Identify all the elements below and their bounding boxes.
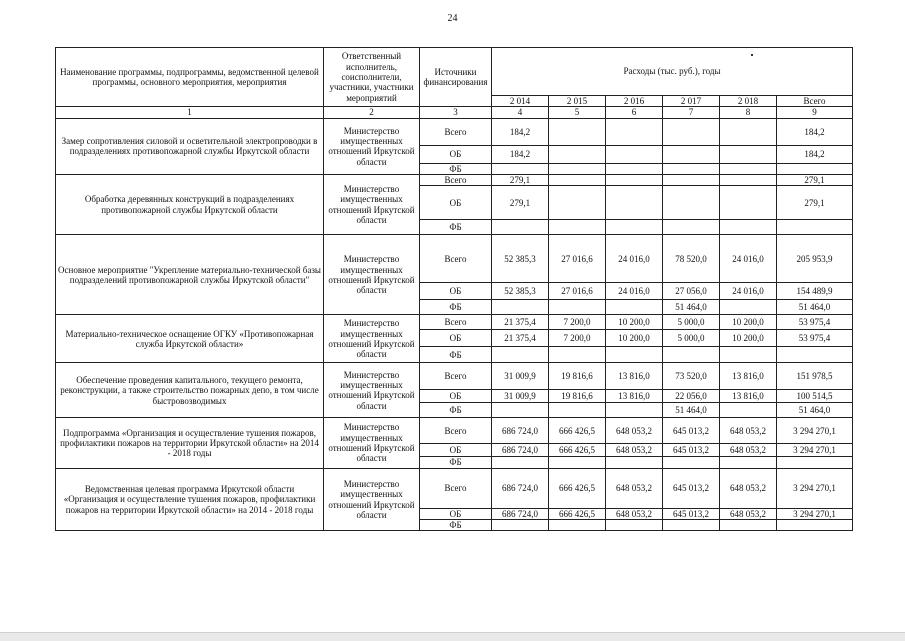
year-value — [492, 163, 549, 174]
col-number: 9 — [777, 107, 853, 118]
year-value — [720, 118, 777, 145]
program-name: Основное мероприятие "Укрепление материально-технической базы подразделений противопожарной службы Иркутской области" — [56, 235, 324, 315]
year-value: 645 013,2 — [663, 468, 720, 508]
program-name: Обработка деревянных конструкций в подразделениях противопожарной службы Иркутской области — [56, 175, 324, 235]
year-value: 24 016,0 — [606, 235, 663, 283]
year-value: 648 053,2 — [720, 444, 777, 457]
year-value: 645 013,2 — [663, 444, 720, 457]
program-name: Замер сопротивления силовой и осветительной электропроводки в подразделениях противопожарной службы Иркутской области — [56, 118, 324, 174]
year-value — [663, 186, 720, 220]
funding-source: ОБ — [420, 390, 492, 403]
year-value — [549, 186, 606, 220]
col-number: 3 — [420, 107, 492, 118]
total-value: 53 975,4 — [777, 315, 853, 330]
year-value — [663, 163, 720, 174]
table-row — [56, 363, 853, 390]
total-value: 154 489,9 — [777, 283, 853, 300]
year-value — [606, 145, 663, 163]
year-value — [663, 145, 720, 163]
year-value: 10 200,0 — [606, 330, 663, 347]
year-value: 21 375,4 — [492, 315, 549, 330]
header-sources: Источники финансирования — [420, 48, 492, 107]
year-value: 666 426,5 — [549, 444, 606, 457]
year-value: 19 816,6 — [549, 363, 606, 390]
year-value — [549, 403, 606, 418]
col-number: 6 — [606, 107, 663, 118]
year-value — [606, 300, 663, 315]
year-value — [720, 163, 777, 174]
year-2018: 2 018 — [720, 96, 777, 107]
total-value: 53 975,4 — [777, 330, 853, 347]
funding-source: ОБ — [420, 444, 492, 457]
table-row — [56, 315, 853, 330]
year-value: 666 426,5 — [549, 418, 606, 444]
col-number: 4 — [492, 107, 549, 118]
year-value — [720, 186, 777, 220]
year-value: 31 009,9 — [492, 363, 549, 390]
page-number: 24 — [447, 13, 458, 24]
year-value — [549, 300, 606, 315]
responsible-executor: Министерство имущественных отношений Иркутской области — [324, 235, 420, 315]
funding-source: ФБ — [420, 520, 492, 531]
year-value: 19 816,6 — [549, 390, 606, 403]
year-value — [720, 220, 777, 235]
year-value: 686 724,0 — [492, 444, 549, 457]
total-value: 100 514,5 — [777, 390, 853, 403]
total-value: 205 953,9 — [777, 235, 853, 283]
total-value: 151 978,5 — [777, 363, 853, 390]
year-value: 24 016,0 — [720, 235, 777, 283]
col-number: 5 — [549, 107, 606, 118]
year-value: 648 053,2 — [720, 508, 777, 519]
year-value: 24 016,0 — [720, 283, 777, 300]
total-value — [777, 520, 853, 531]
year-value: 73 520,0 — [663, 363, 720, 390]
total-value: 3 294 270,1 — [777, 444, 853, 457]
year-value: 686 724,0 — [492, 508, 549, 519]
total-value: 3 294 270,1 — [777, 418, 853, 444]
year-value: 31 009,9 — [492, 390, 549, 403]
year-value: 27 016,6 — [549, 235, 606, 283]
year-value: 645 013,2 — [663, 508, 720, 519]
year-value: 10 200,0 — [606, 315, 663, 330]
year-value: 648 053,2 — [606, 418, 663, 444]
year-value — [606, 457, 663, 468]
funding-source: ОБ — [420, 145, 492, 163]
year-value: 27 056,0 — [663, 283, 720, 300]
year-value — [720, 175, 777, 186]
col-number: 8 — [720, 107, 777, 118]
total-value: 51 464,0 — [777, 403, 853, 418]
responsible-executor: Министерство имущественных отношений Иркутской области — [324, 315, 420, 363]
table-row — [56, 235, 853, 283]
year-value: 648 053,2 — [606, 508, 663, 519]
total-value — [777, 347, 853, 363]
year-value — [606, 163, 663, 174]
year-value: 184,2 — [492, 118, 549, 145]
total-value: 184,2 — [777, 118, 853, 145]
year-value — [663, 347, 720, 363]
year-value: 648 053,2 — [606, 444, 663, 457]
year-value — [663, 520, 720, 531]
year-value: 645 013,2 — [663, 418, 720, 444]
funding-source: Всего — [420, 118, 492, 145]
total-value: 3 294 270,1 — [777, 508, 853, 519]
responsible-executor: Министерство имущественных отношений Иркутской области — [324, 468, 420, 531]
year-value — [720, 520, 777, 531]
funding-source: ФБ — [420, 403, 492, 418]
header-responsible: Ответственный исполнитель, соисполнители, участники, участники мероприятий — [324, 48, 420, 107]
year-value — [606, 186, 663, 220]
total-value — [777, 457, 853, 468]
year-value — [492, 347, 549, 363]
year-2016: 2 016 — [606, 96, 663, 107]
year-value: 13 816,0 — [606, 390, 663, 403]
program-name: Подпрограмма «Организация и осуществление тушения пожаров, профилактики пожаров на территории Иркутской области» на 2014 - 2018 годы — [56, 418, 324, 468]
year-value: 648 053,2 — [720, 468, 777, 508]
responsible-executor: Министерство имущественных отношений Иркутской области — [324, 118, 420, 174]
total-value: 51 464,0 — [777, 300, 853, 315]
year-value: 7 200,0 — [549, 315, 606, 330]
table-row — [56, 175, 853, 186]
funding-source: Всего — [420, 418, 492, 444]
year-value: 13 816,0 — [720, 390, 777, 403]
year-value: 22 056,0 — [663, 390, 720, 403]
year-value — [663, 175, 720, 186]
year-value — [492, 403, 549, 418]
budget-table — [55, 47, 853, 531]
funding-source: Всего — [420, 235, 492, 283]
year-value: 10 200,0 — [720, 330, 777, 347]
year-value: 51 464,0 — [663, 403, 720, 418]
program-name: Материально-техническое оснащение ОГКУ «Противопожарная служба Иркутской области» — [56, 315, 324, 363]
year-value — [663, 220, 720, 235]
col-number: 2 — [324, 107, 420, 118]
year-value: 279,1 — [492, 186, 549, 220]
year-value — [663, 118, 720, 145]
funding-source: ОБ — [420, 283, 492, 300]
year-value — [720, 347, 777, 363]
year-total: Всего — [777, 96, 853, 107]
year-value: 5 000,0 — [663, 330, 720, 347]
total-value: 3 294 270,1 — [777, 468, 853, 508]
year-value — [492, 457, 549, 468]
year-value: 7 200,0 — [549, 330, 606, 347]
year-value: 666 426,5 — [549, 468, 606, 508]
year-value: 13 816,0 — [720, 363, 777, 390]
year-value: 5 000,0 — [663, 315, 720, 330]
year-value: 27 016,6 — [549, 283, 606, 300]
year-2017: 2 017 — [663, 96, 720, 107]
responsible-executor: Министерство имущественных отношений Иркутской области — [324, 175, 420, 235]
year-value — [663, 457, 720, 468]
year-value — [720, 403, 777, 418]
program-name: Ведомственная целевая программа Иркутской области «Организация и осуществление тушения пожаров, профилактики пожаров на территории Иркутской области» на 2014 - 2018 годы — [56, 468, 324, 531]
year-value — [549, 220, 606, 235]
funding-source: ОБ — [420, 330, 492, 347]
col-number: 7 — [663, 107, 720, 118]
year-value: 13 816,0 — [606, 363, 663, 390]
year-value: 10 200,0 — [720, 315, 777, 330]
year-value: 666 426,5 — [549, 508, 606, 519]
year-value: 648 053,2 — [720, 418, 777, 444]
year-value — [492, 520, 549, 531]
header-row — [56, 48, 853, 96]
responsible-executor: Министерство имущественных отношений Иркутской области — [324, 363, 420, 418]
year-value — [549, 163, 606, 174]
year-value: 51 464,0 — [663, 300, 720, 315]
year-value — [606, 403, 663, 418]
funding-source: ФБ — [420, 457, 492, 468]
year-value: 184,2 — [492, 145, 549, 163]
funding-source: ФБ — [420, 347, 492, 363]
year-value — [606, 175, 663, 186]
year-2014: 2 014 — [492, 96, 549, 107]
funding-source: ОБ — [420, 508, 492, 519]
funding-source: Всего — [420, 175, 492, 186]
year-2015: 2 015 — [549, 96, 606, 107]
column-numbers-row — [56, 107, 853, 118]
program-name: Обеспечение проведения капитального, текущего ремонта, реконструкции, а также строительство пожарных депо, в том числе быстровозводимых — [56, 363, 324, 418]
year-value — [606, 118, 663, 145]
total-value — [777, 163, 853, 174]
responsible-executor: Министерство имущественных отношений Иркутской области — [324, 418, 420, 468]
year-value — [720, 300, 777, 315]
total-value — [777, 220, 853, 235]
year-value — [720, 145, 777, 163]
year-value: 52 385,3 — [492, 235, 549, 283]
year-value — [549, 118, 606, 145]
table-row — [56, 118, 853, 145]
year-value: 21 375,4 — [492, 330, 549, 347]
col-number: 1 — [56, 107, 324, 118]
table-row — [56, 418, 853, 444]
year-value — [720, 457, 777, 468]
year-value — [549, 175, 606, 186]
funding-source: Всего — [420, 468, 492, 508]
year-value: 648 053,2 — [606, 468, 663, 508]
year-value: 24 016,0 — [606, 283, 663, 300]
total-value: 184,2 — [777, 145, 853, 163]
year-value — [606, 520, 663, 531]
funding-source: ФБ — [420, 220, 492, 235]
year-value: 78 520,0 — [663, 235, 720, 283]
year-value — [549, 145, 606, 163]
funding-source: ФБ — [420, 300, 492, 315]
funding-source: ФБ — [420, 163, 492, 174]
funding-source: Всего — [420, 315, 492, 330]
funding-source: ОБ — [420, 186, 492, 220]
total-value: 279,1 — [777, 186, 853, 220]
year-value: 279,1 — [492, 175, 549, 186]
year-value — [549, 520, 606, 531]
header-name: Наименование программы, подпрограммы, ведомственной целевой программы, основного мероприятия, мероприятия — [56, 48, 324, 107]
funding-source: Всего — [420, 363, 492, 390]
year-value: 686 724,0 — [492, 418, 549, 444]
year-value — [606, 347, 663, 363]
year-value — [549, 347, 606, 363]
year-value — [492, 300, 549, 315]
header-expenses: Расходы (тыс. руб.), годы — [492, 48, 853, 96]
table-row — [56, 468, 853, 508]
total-value: 279,1 — [777, 175, 853, 186]
year-value — [549, 457, 606, 468]
year-value — [492, 220, 549, 235]
year-value: 52 385,3 — [492, 283, 549, 300]
year-value: 686 724,0 — [492, 468, 549, 508]
year-value — [606, 220, 663, 235]
